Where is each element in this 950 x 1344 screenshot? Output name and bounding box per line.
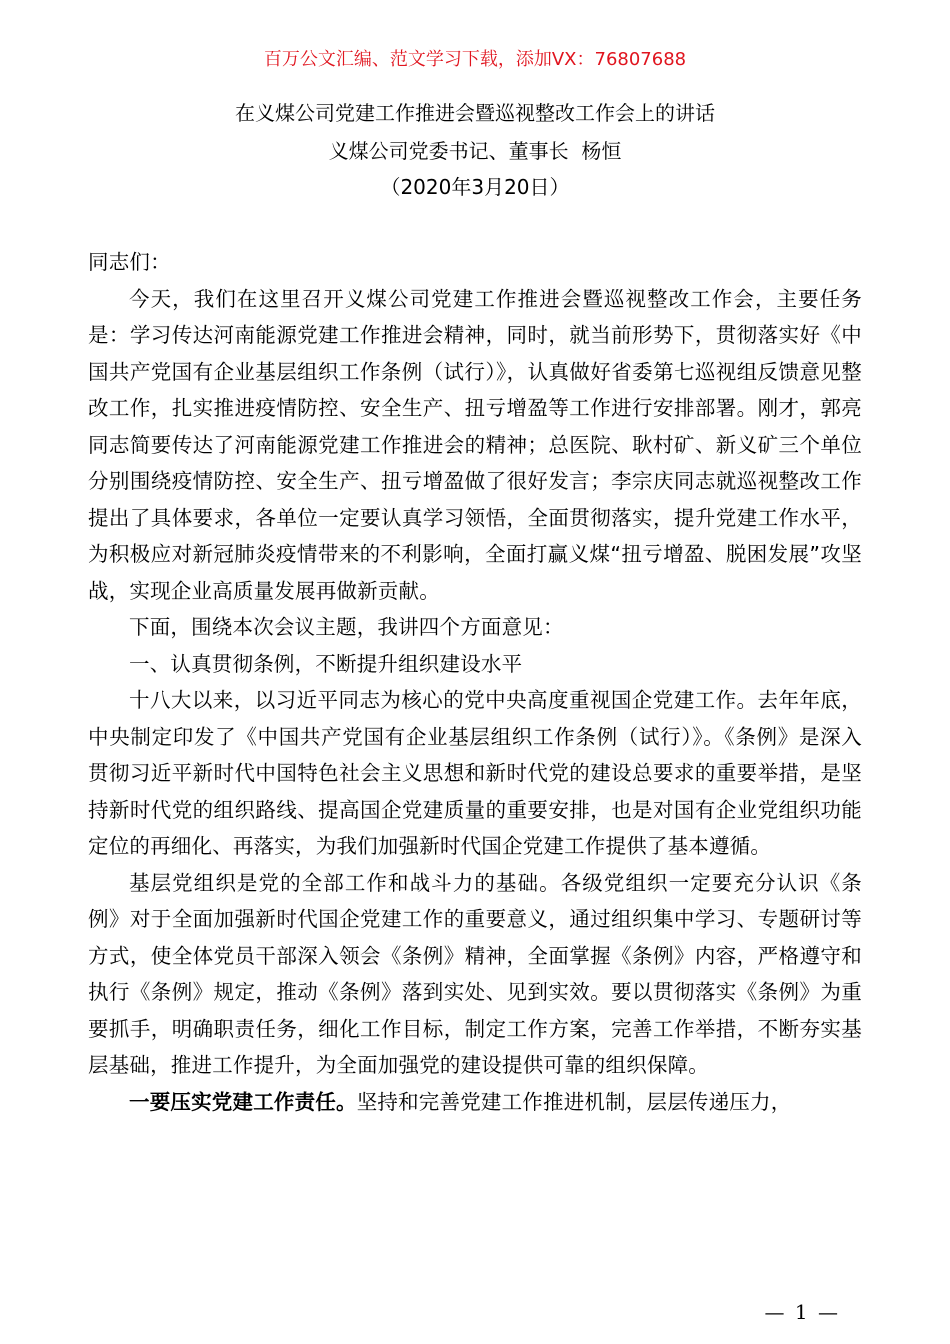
document-body <box>88 244 862 1120</box>
paragraph-2: 下面，围绕本次会议主题，我讲四个方面意见： <box>129 615 564 639</box>
watermark-text: 百万公文汇编、范文学习下载，添加VX：76807688 <box>263 49 687 70</box>
paragraph-5-lead: 一要压实党建工作责任。 <box>129 1089 357 1114</box>
section-heading-1: 一、认真贯彻条例，不断提升组织建设水平 <box>129 651 523 676</box>
paragraph-5 <box>88 1084 862 1121</box>
page-number: — 1 — <box>764 1300 840 1324</box>
paragraph-1: 今天，我们在这里召开义煤公司党建工作推进会暨巡视整改工作会，主要任务是：学习传达河南能源党建工作推进会精神，同时，就当前形势下，贯彻落实好《中国共产党国有企业基层组织工作条例（试行）》，认真做好省委第七巡视组反馈意见整改工作，扎实推进疫情防控、安全生产、扭亏增盈等工作进行安排部署。刚才，郭亮同志简要传达了河南能源党建工作推进会的精神；总医院、耿村矿、新义矿三个单位分别围绕疫情防控、安全生产、扭亏增盈做了很好发言；李宗庆同志就巡视整改工作提出了具体要求，各单位一定要认真学习领悟，全面贯彻落实，提升党建工作水平，为积极应对新冠肺炎疫情带来的不利影响，全面打赢义煤“扭亏增盈、脱困发展”攻坚战，实现企业高质量发展再做新贡献。 <box>88 286 862 603</box>
paragraph-5-text: 坚持和完善党建工作推进机制，层层传递压力， <box>356 1089 792 1114</box>
paragraph-3: 十八大以来，以习近平同志为核心的党中央高度重视国企党建工作。去年年底，中央制定印发了《中国共产党国有企业基层组织工作条例（试行）》。《条例》是深入贯彻习近平新时代中国特色社会主义思想和新时代党的建设总要求的重要举措，是坚持新时代党的组织路线、提高国企党建质量的重要安排，也是对国有企业党组织功能定位的再细化、再落实，为我们加强新时代国企党建工作提供了基本遵循。 <box>88 688 862 858</box>
author-line: 义煤公司党委书记、董事长 杨恒 <box>328 139 622 163</box>
document-title: 在义煤公司党建工作推进会暨巡视整改工作会上的讲话 <box>235 101 715 125</box>
salutation: 同志们： <box>88 250 171 274</box>
date-line: （2020年3月20日） <box>380 175 570 199</box>
paragraph-4: 基层党组织是党的全部工作和战斗力的基础。各级党组织一定要充分认识《条例》对于全面加强新时代国企党建工作的重要意义，通过组织集中学习、专题研讨等方式，使全体党员干部深入领会《条例》精神，全面掌握《条例》内容，严格遵守和执行《条例》规定，推动《条例》落到实处、见到实效。要以贯彻落实《条例》为重要抓手，明确职责任务，细化工作目标，制定工作方案，完善工作举措，不断夯实基层基础，推进工作提升，为全面加强党的建设提供可靠的组织保障。 <box>88 870 862 1077</box>
